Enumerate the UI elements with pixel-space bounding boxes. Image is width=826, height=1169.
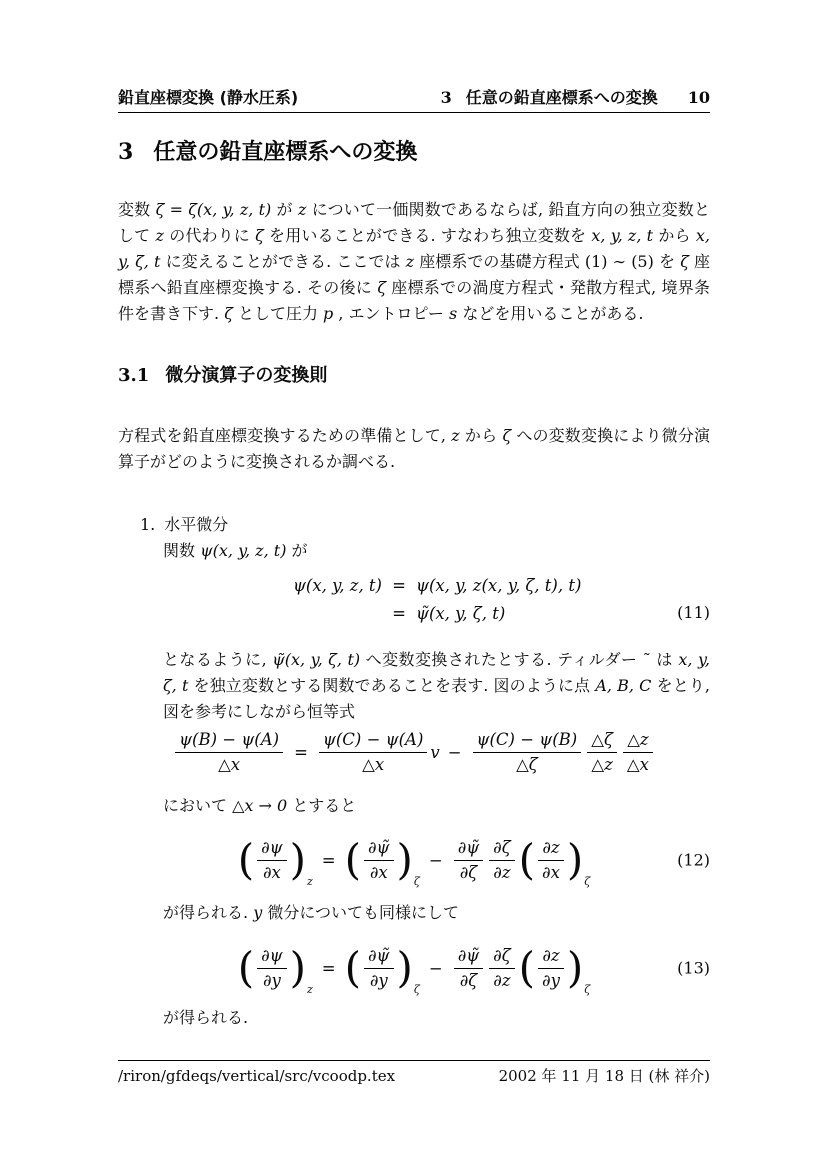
- text-segment: へ変数変換されたとする. ティルダー ˜ は: [360, 650, 679, 669]
- math-inline: ζ = ζ(x, y, z, t): [155, 200, 272, 219]
- subsection-heading: [118, 365, 327, 387]
- equation-11-body: [118, 571, 710, 627]
- fraction-denominator: △x: [218, 754, 241, 774]
- math-fraction: [319, 730, 427, 775]
- text-segment: 座標系での基礎方程式 (1) ∼ (5) を: [414, 252, 681, 271]
- fraction-denominator: ∂z: [493, 862, 511, 882]
- left-paren: (: [518, 835, 536, 885]
- equation-13-body: [118, 939, 710, 997]
- fraction-denominator: △ζ: [516, 754, 538, 774]
- math-inline: ζ: [502, 426, 512, 445]
- fraction-denominator: ∂x: [542, 862, 560, 882]
- left-paren: (: [237, 835, 255, 885]
- equation-11-rhs-1: ψ(x, y, z(x, y, ζ, t), t): [416, 575, 582, 595]
- math-token: v: [430, 742, 440, 762]
- text-segment: が: [286, 541, 308, 560]
- text-segment: 変数: [118, 200, 156, 219]
- text-segment: とすると: [287, 796, 357, 815]
- running-head-section-number: 3: [440, 88, 452, 107]
- fraction-denominator: △x: [362, 754, 385, 774]
- text-segment: から: [459, 426, 503, 445]
- math-inline: z: [405, 252, 415, 271]
- fraction-denominator: △x: [626, 754, 649, 774]
- text-segment: となるように,: [163, 650, 273, 669]
- math-paren-group: [344, 943, 420, 997]
- left-paren: (: [237, 943, 255, 993]
- math-inline: ζ: [224, 304, 233, 323]
- math-inline: ζ: [255, 226, 264, 245]
- fraction-denominator: ∂ζ: [459, 970, 478, 990]
- math-operator: −: [447, 742, 462, 762]
- equation-11-relation-2: =: [392, 603, 406, 623]
- paragraph-subsection-intro: [118, 423, 710, 475]
- paragraph-before-eq12: [163, 793, 710, 819]
- right-paren: ): [289, 835, 306, 885]
- text-segment: への変数変換により微分演算子がどのように変換されるか調べる.: [118, 426, 710, 471]
- fraction-numerator: ∂ψ: [257, 946, 286, 969]
- subsection-title: 微分演算子の変換則: [165, 365, 328, 386]
- fraction-numerator: ∂ψ̃: [454, 946, 483, 969]
- text-segment: から: [653, 226, 696, 245]
- math-paren-group: [518, 943, 591, 997]
- equation-11-row-2: [118, 599, 710, 627]
- math-subscript: ζ: [584, 983, 591, 997]
- fraction-numerator: ψ(C) − ψ(A): [319, 730, 427, 753]
- fraction-numerator: ψ(B) − ψ(A): [175, 730, 283, 753]
- left-paren: (: [344, 835, 362, 885]
- text-segment: について一価関数であるならば, 鉛直方向の独立変数として: [118, 200, 710, 245]
- math-inline: △x → 0: [232, 796, 288, 815]
- text-segment: 微分についても同様にして: [262, 903, 460, 922]
- math-fraction: [489, 838, 514, 883]
- paragraph-after-eq12: [163, 900, 710, 926]
- section-heading: [118, 139, 417, 166]
- math-fraction: [623, 730, 653, 775]
- text-segment: などを用いることがある.: [457, 304, 644, 323]
- fraction-numerator: ψ(C) − ψ(B): [473, 730, 582, 753]
- fraction-numerator: ∂ψ: [257, 838, 286, 861]
- math-inline: x, y, z, t: [591, 226, 654, 245]
- math-fraction: [473, 730, 582, 775]
- math-inline: A, B, C: [595, 676, 652, 695]
- fraction-numerator: ∂ζ: [489, 946, 514, 969]
- left-paren: (: [344, 943, 362, 993]
- header-rule: [118, 112, 710, 113]
- paragraph-after-eq13: [163, 1005, 710, 1031]
- math-inline: ψ(x, y, z, t): [200, 541, 287, 560]
- fraction-denominator: ∂y: [369, 970, 388, 990]
- text-segment: 座標系へ鉛直座標変換する. その後に: [118, 252, 710, 297]
- fraction-numerator: ∂ψ̃: [454, 838, 483, 861]
- page-footer: [118, 1066, 710, 1086]
- paragraph-after-eq11: [163, 647, 710, 725]
- math-operator: =: [321, 850, 336, 870]
- equation-12: [118, 831, 710, 889]
- fraction-denominator: ∂ζ: [459, 862, 478, 882]
- math-paren-group: [518, 835, 591, 889]
- math-inline: x, y, ζ, t: [118, 226, 710, 271]
- math-fraction: [364, 946, 393, 991]
- section-number: 3: [118, 139, 134, 165]
- running-head-section-title: 任意の鉛直座標系への変換: [465, 88, 658, 107]
- fraction-numerator: ∂z: [538, 946, 563, 969]
- text-segment: に変えることができる. ここでは: [160, 252, 406, 271]
- math-inline: y: [253, 903, 263, 922]
- equation-11-lhs: ψ(x, y, z, t): [292, 575, 382, 595]
- equation-11-relation-1: =: [392, 575, 406, 595]
- fraction-numerator: ∂ζ: [489, 838, 514, 861]
- math-operator: =: [294, 742, 308, 762]
- math-fraction: [489, 946, 514, 991]
- math-fraction: [587, 730, 617, 775]
- text-segment: が: [271, 200, 299, 219]
- math-fraction: [257, 946, 286, 991]
- right-paren: ): [289, 943, 306, 993]
- math-paren-group: [237, 943, 313, 997]
- right-paren: ): [396, 943, 413, 993]
- footer-source-path: /riron/gfdeqs/vertical/src/vcoodp.tex: [118, 1067, 396, 1085]
- math-fraction: [175, 730, 283, 775]
- list-item-1-marker: 1.: [140, 515, 156, 534]
- right-paren: ): [396, 835, 413, 885]
- text-segment: の代わりに: [163, 226, 256, 245]
- math-inline: z: [155, 226, 164, 245]
- list-item-1-intro: [163, 538, 710, 564]
- subsection-number: 3.1: [118, 365, 150, 386]
- list-item-1-title: 水平微分: [164, 515, 229, 534]
- math-fraction: [257, 838, 286, 883]
- text-segment: を用いることができる. すなわち独立変数を: [263, 226, 592, 245]
- equation-12-body: [118, 831, 710, 889]
- equation-number-12: (12): [677, 850, 710, 870]
- math-subscript: ζ: [413, 875, 420, 889]
- section-title: 任意の鉛直座標系への変換: [153, 140, 418, 165]
- page-header: [118, 88, 710, 108]
- equation-11-row-1: [118, 571, 710, 599]
- fraction-denominator: ∂y: [542, 970, 560, 990]
- fraction-denominator: ∂z: [493, 970, 511, 990]
- math-operator: −: [428, 958, 443, 978]
- math-inline: z: [451, 426, 460, 445]
- fraction-denominator: △z: [591, 754, 613, 774]
- running-head-section: [441, 88, 710, 108]
- equation-11: [118, 571, 710, 629]
- page-number: 10: [687, 88, 710, 107]
- fraction-denominator: ∂x: [262, 862, 281, 882]
- math-inline: ζ: [680, 252, 689, 271]
- math-subscript: ζ: [584, 875, 591, 889]
- fraction-numerator: ∂ψ̃: [364, 838, 393, 861]
- text-segment: が得られる.: [163, 903, 254, 922]
- paragraph-intro: [118, 197, 710, 327]
- fraction-denominator: ∂x: [369, 862, 388, 882]
- math-subscript: ζ: [413, 983, 420, 997]
- fraction-numerator: △z: [623, 730, 652, 753]
- math-fraction: [454, 946, 483, 991]
- math-fraction: [538, 838, 564, 883]
- math-paren-group: [344, 835, 420, 889]
- list-item-1-heading: [140, 512, 228, 538]
- text-segment: をとり, 図を参考にしながら恒等式: [163, 676, 710, 721]
- text-segment: が得られる.: [163, 1008, 249, 1027]
- footer-date: 2002 年 11 月 18 日 (林 祥介): [498, 1067, 710, 1085]
- math-operator: −: [428, 850, 443, 870]
- equation-number-13: (13): [677, 958, 710, 978]
- math-fraction: [454, 838, 483, 883]
- equation-identity: [118, 724, 710, 780]
- right-paren: ): [566, 943, 584, 993]
- equation-identity-body: [118, 724, 710, 780]
- math-fraction: [364, 838, 393, 883]
- math-inline: ζ: [377, 278, 386, 297]
- text-segment: 方程式を鉛直座標変換するための準備として,: [118, 426, 452, 445]
- fraction-numerator: ∂ψ̃: [364, 946, 393, 969]
- equation-11-rhs-2: ψ̃(x, y, ζ, t): [416, 603, 506, 623]
- math-inline: ψ̃(x, y, ζ, t): [272, 650, 361, 669]
- text-segment: において: [163, 796, 233, 815]
- math-inline: x, y, ζ, t: [163, 650, 710, 695]
- math-inline: z: [298, 200, 307, 219]
- math-subscript: z: [307, 983, 313, 997]
- math-fraction: [538, 946, 564, 991]
- math-paren-group: [237, 835, 313, 889]
- running-head-doc-title: 鉛直座標変換 (静水圧系): [118, 88, 299, 107]
- text-segment: を独立変数とする関数であることを表す. 図のように点: [188, 676, 596, 695]
- math-inline: p: [323, 304, 334, 323]
- text-segment: 関数: [163, 541, 201, 560]
- math-inline: s: [449, 304, 458, 323]
- equation-number-11: (11): [677, 603, 710, 622]
- left-paren: (: [518, 943, 536, 993]
- text-segment: , エントロピー: [333, 304, 450, 323]
- text-segment: として圧力: [232, 304, 324, 323]
- text-segment: 座標系での渦度方程式・発散方程式, 境界条件を書き下す.: [118, 278, 710, 323]
- fraction-numerator: △ζ: [587, 730, 617, 753]
- math-operator: =: [321, 958, 336, 978]
- footer-rule: [118, 1060, 710, 1061]
- fraction-numerator: ∂z: [538, 838, 563, 861]
- fraction-denominator: ∂y: [262, 970, 281, 990]
- equation-13: [118, 939, 710, 997]
- right-paren: ): [566, 835, 584, 885]
- math-subscript: z: [307, 875, 313, 889]
